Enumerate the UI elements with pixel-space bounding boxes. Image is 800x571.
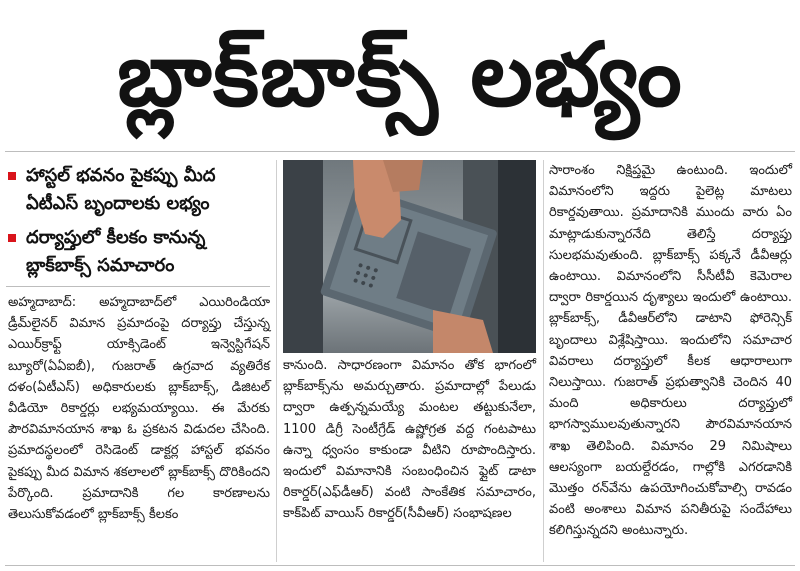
highlights-divider [6, 286, 270, 287]
article-column-middle: కానుంది. సాధారణంగా విమానం తోక భాగంలో బ్లాక్‌బాక్స్‌ను అమర్చుతారు. ప్రమాదాల్లో పేలుడు ద్వారా ఉత్పన్నమయ్యే మంటల తట్టుకునేలా, 1100 డిగ్రీ సెంటీగ్రేడ్ ఉష్ణోగ్రత వద్ద గంటపాటు ఉన్నా ధ్వంసం కాకుండా వీటిని రూపొందిస్తారు. ఇందులో విమానానికి సంబంధించిన ఫ్లైట్ డాటా రికార్డర్(ఎఫ్‌డీఆర్) వంటి సాంకేతిక సమాచారం, కాక్‌పిట్ వాయిస్ రికార్డర్(సీవీఆర్) సంభాషణల [283, 358, 536, 522]
article-column-right: సారాంశం నిక్షిప్తమై ఉంటుంది. ఇందులో విమానంలోని ఇద్దరు పైలెట్ల మాటలు రికార్డవుతాయి. ప్రమాదానికి ముందు వారు ఏం మాట్లాడుకున్నారనేది తెలిస్తే దర్యాప్తు సులభమవుతుంది. బ్లాక్‌బాక్స్ పక్కనే డీవీఆర్లు ఉంటాయి. విమానంలోని సీసీటీవీ కెమెరాల ద్వారా రికార్డయిన దృశ్యాలు ఇందులో ఉంటాయి. బ్లాక్‌బాక్స్, డీవీఆర్‌లోని డాటాని ఫోరెన్సిక్ బృందాలు విశ్లేషిస్తాయి. ఇందులోని సమాచార వివరాలు దర్యాప్తులో కీలక ఆధారాలుగా నిలుస్తాయి. గుజరాత్ ప్రభుత్వానికి చెందిన 40 మంది అధికారులు దర్యాప్తులో భాగస్వాములవుతున్నారని పౌరవిమానయాన శాఖ తెలిపింది. విమానం 29 నిమిషాలు ఆలస్యంగా బయల్దేరడం, గాల్లోకి ఎగరడానికి మొత్తం రన్‌వేను ఉపయోగించుకోవాల్సి రావడం వంటి అంశాలు విమాన పనితీరుపై సందేహాలు కలిగిస్తున్నదని అంటున్నారు. [549, 163, 792, 539]
bullet-square-icon [8, 172, 16, 180]
headline: బ్లాక్‌బాక్స్ లభ్యం [117, 23, 683, 126]
article-column-left: అహ్మదాబాద్: అహ్మదాబాద్‌లో ఎయిరిండియా డ్రీమ్‌లైనర్ విమాన ప్రమాదంపై దర్యాప్తు చేస్తున్న ఎయిర్‌క్రాఫ్ట్ యాక్సిడెంట్ ఇన్వెస్టిగేషన్ బ్యూరో(ఏఏఐబీ), గుజరాత్ ఉగ్రవాద వ్యతిరేక దళం(ఏటీఎస్) అధికారులకు బ్లాక్‌బాక్స్, డిజిటల్ వీడియో రికార్డర్లు లభ్యమయ్యాయి. ఈ మేరకు పౌరవిమానయాన శాఖ ఓ ప్రకటన విడుదల చేసింది. ప్రమాదస్థలంలో రెసిడెంట్ డాక్టర్ల హాస్టల్ భవనం పైకప్పు మీద విమాన శకలాలలో బ్లాక్‌బాక్స్ దొరికిందని పేర్కొంది. ప్రమాదానికి గల కారణాలను తెలుసుకోవడంలో బ్లాక్‌బాక్స్ కీలకం [8, 295, 270, 523]
highlight-item [8, 162, 270, 218]
highlight-text: హాస్టల్ భవనం పైకప్పు మీద ఏటీఎస్ బృందాలకు లభ్యం [26, 165, 216, 214]
column-rule [543, 160, 544, 562]
highlight-item [8, 224, 270, 280]
highlight-text: దర్యాప్తులో కీలకం కానున్న బ్లాక్‌బాక్స్ సమాచారం [26, 227, 206, 276]
highlights [8, 162, 270, 286]
bottom-rule [5, 565, 795, 566]
column-rule [276, 160, 277, 562]
bullet-square-icon [8, 234, 16, 242]
black-box-photo [283, 160, 536, 353]
headline-divider [5, 151, 795, 152]
